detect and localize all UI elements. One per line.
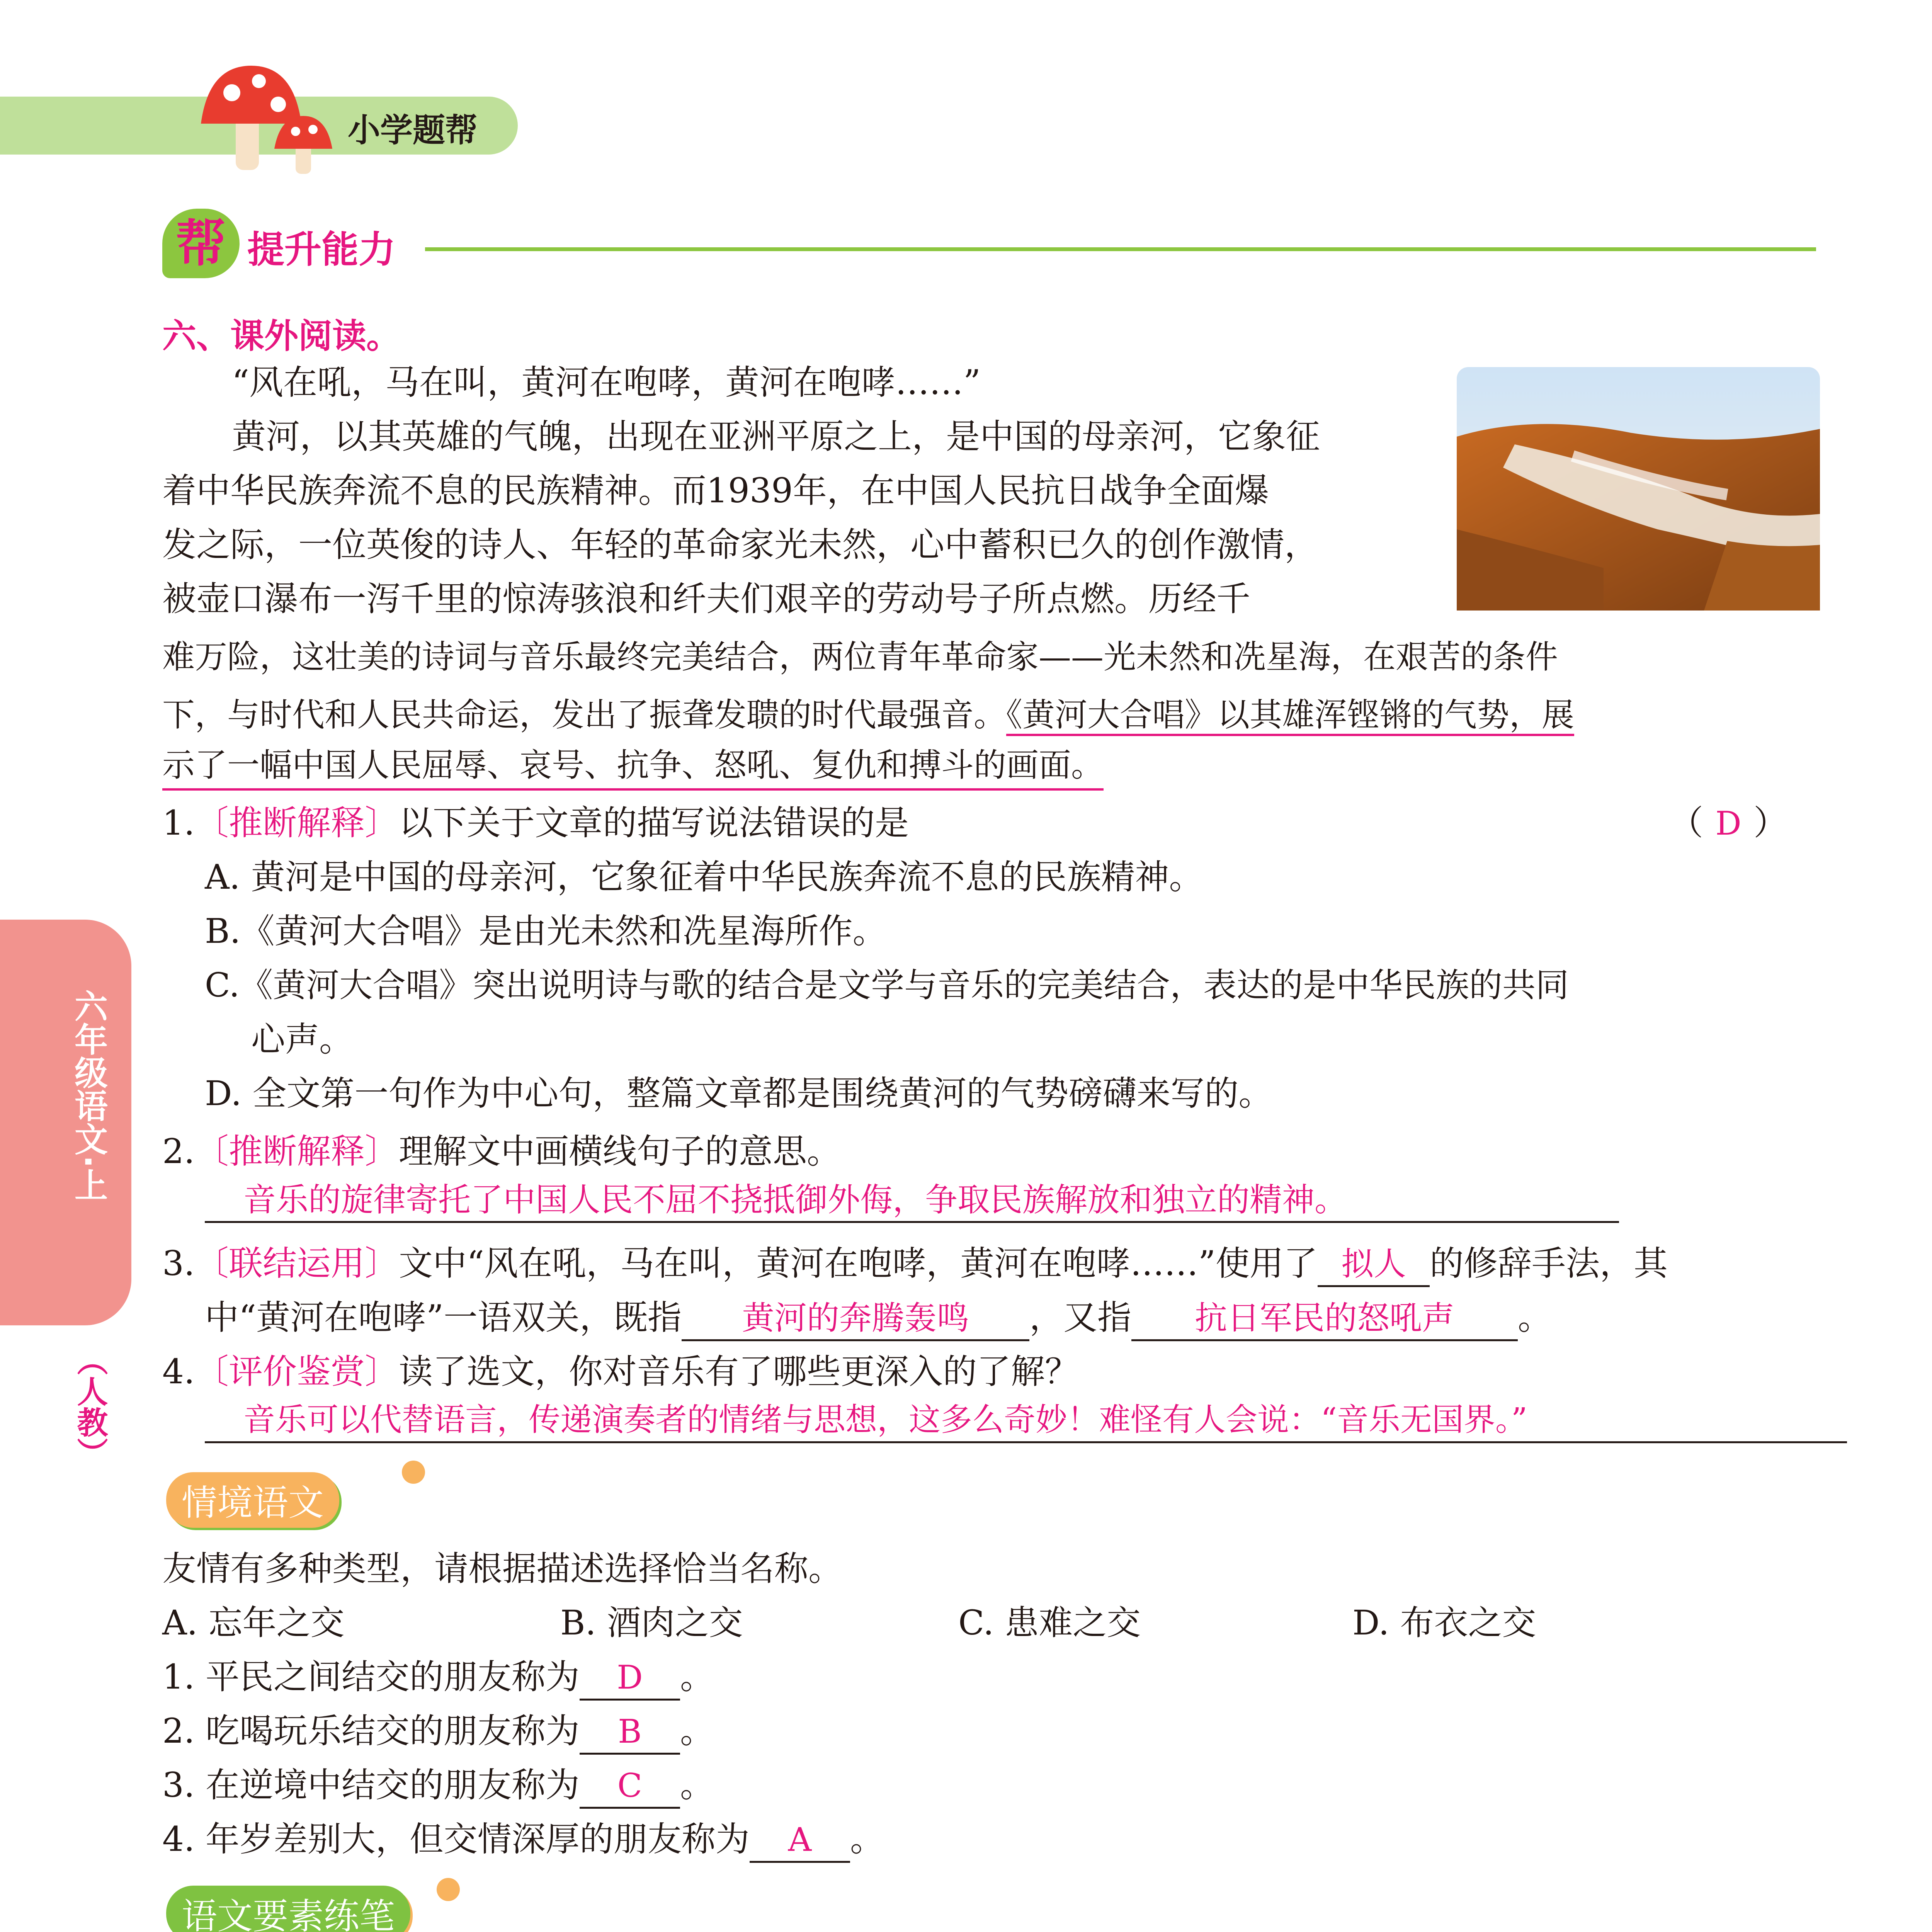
flower-icon xyxy=(402,1461,425,1484)
q4-text: 读了选文，你对音乐有了哪些更深入的了解？ xyxy=(398,1352,1079,1391)
q3-blank-1: 拟人 xyxy=(1318,1243,1430,1287)
context-option-d: D. 布衣之交 xyxy=(1352,1603,1536,1643)
context-option-b: B. 酒肉之交 xyxy=(560,1603,743,1643)
q3-tag: 〔联结运用〕 xyxy=(194,1243,399,1283)
context-label: 情境语文 xyxy=(166,1472,339,1528)
reading-heading: 六、课外阅读。 xyxy=(162,316,401,356)
question-3 xyxy=(162,1236,1668,1291)
question-3-line-2 xyxy=(205,1291,1552,1345)
context-item-4-answer: A xyxy=(750,1818,850,1863)
context-item-2 xyxy=(162,1704,714,1758)
context-item-1-answer: D xyxy=(580,1656,680,1701)
context-item-3-end: 。 xyxy=(680,1765,714,1805)
q1-option-c-cont: 心声。 xyxy=(251,1019,354,1059)
q3-blank-2: 黄河的奔腾轰鸣 xyxy=(682,1297,1029,1341)
underlined-sentence-a: 《黄河大合唱》以其雄浑铿锵的气势，展 xyxy=(1006,696,1574,736)
context-item-3-answer: C xyxy=(580,1764,680,1809)
flower-icon-2 xyxy=(437,1878,460,1901)
context-item-4 xyxy=(162,1812,884,1866)
q3-num: 3. xyxy=(162,1243,195,1283)
context-item-2-end: 。 xyxy=(680,1711,714,1751)
context-option-a: A. 忘年之交 xyxy=(162,1603,345,1643)
section-icon xyxy=(162,209,240,278)
brand-title: 小学题帮 xyxy=(348,111,478,149)
q3-text-e: 。 xyxy=(1518,1298,1552,1337)
context-item-3-text: 3. 在逆境中结交的朋友称为 xyxy=(162,1765,580,1805)
context-option-c: C. 患难之交 xyxy=(958,1603,1141,1643)
q3-text-c: 中“黄河在咆哮”一语双关，既指 xyxy=(205,1298,682,1337)
reading-line-6: 难万险，这壮美的诗词与音乐最终完美结合，两位青年革命家——光未然和冼星海，在艰苦的条件 xyxy=(162,638,1558,676)
q3-text-b: 的修辞手法，其 xyxy=(1429,1243,1668,1283)
q1-tag: 〔推断解释〕 xyxy=(194,803,399,843)
question-4 xyxy=(162,1345,1079,1399)
side-tab-edition: （人教） xyxy=(72,1345,108,1468)
underlined-sentence-b: 示了一幅中国人民屈辱、哀号、抗争、怒吼、复仇和搏斗的画面。 xyxy=(162,742,1104,791)
reading-line-7a: 下，与时代和人民共命运，发出了振聋发聩的时代最强音。 xyxy=(162,696,1007,734)
mushroom-icon xyxy=(193,58,340,182)
context-item-3 xyxy=(162,1758,714,1812)
section-title: 提升能力 xyxy=(247,228,396,271)
side-tab-grade: 六年级语文·上 xyxy=(69,989,107,1201)
q1-answer: D xyxy=(1715,804,1742,842)
section-divider xyxy=(425,247,1816,251)
q1-option-c: C.《黄河大合唱》突出说明诗与歌的结合是文学与音乐的完美结合，表达的是中华民族的共同 xyxy=(205,966,1569,1005)
q4-answer: 音乐可以代替语言，传递演奏者的情绪与思想，这多么奇妙！难怪有人会说：“音乐无国界。” xyxy=(205,1399,1847,1443)
q3-blank-3: 抗日军民的怒吼声 xyxy=(1131,1297,1518,1341)
context-item-4-end: 。 xyxy=(850,1819,884,1859)
q2-answer: 音乐的旋律寄托了中国人民不屈不挠抵御外侮，争取民族解放和独立的精神。 xyxy=(205,1179,1619,1223)
context-item-1 xyxy=(162,1650,714,1704)
q1-answer-paren xyxy=(1669,796,1787,850)
q1-option-a: A. 黄河是中国的母亲河，它象征着中华民族奔流不息的民族精神。 xyxy=(205,857,1203,897)
context-item-4-text: 4. 年岁差别大，但交情深厚的朋友称为 xyxy=(162,1819,750,1859)
q1-num: 1. xyxy=(162,803,195,843)
q2-text: 理解文中画横线句子的意思。 xyxy=(398,1131,841,1171)
waterfall-image xyxy=(1457,367,1820,611)
q2-num: 2. xyxy=(162,1131,195,1171)
q4-tag: 〔评价鉴赏〕 xyxy=(194,1352,399,1391)
q1-option-b: B.《黄河大合唱》是由光未然和冼星海所作。 xyxy=(205,911,887,951)
q2-tag: 〔推断解释〕 xyxy=(194,1131,399,1171)
reading-line-3: 着中华民族奔流不息的民族精神。而1939年，在中国人民抗日战争全面爆 xyxy=(162,471,1269,510)
question-2 xyxy=(162,1124,841,1179)
context-intro: 友情有多种类型，请根据描述选择恰当名称。 xyxy=(162,1549,843,1588)
q3-text-d: ，又指 xyxy=(1029,1298,1131,1337)
reading-line-1: “风在吼，马在叫，黄河在咆哮，黄河在咆哮……” xyxy=(232,362,981,402)
practice-label: 语文要素练笔 xyxy=(166,1886,410,1932)
section-icon-char: 帮 xyxy=(175,214,226,273)
reading-line-7 xyxy=(162,688,1574,742)
reading-line-5: 被壶口瀑布一泻千里的惊涛骇浪和纤夫们艰辛的劳动号子所点燃。历经千 xyxy=(162,579,1251,619)
q1-option-d: D. 全文第一句作为中心句，整篇文章都是围绕黄河的气势磅礴来写的。 xyxy=(205,1073,1273,1113)
q3-text-a: 文中“风在吼，马在叫，黄河在咆哮，黄河在咆哮……”使用了 xyxy=(398,1243,1318,1283)
q4-num: 4. xyxy=(162,1352,195,1391)
reading-line-2: 黄河，以其英雄的气魄，出现在亚洲平原之上，是中国的母亲河，它象征 xyxy=(232,417,1320,456)
q1-paren-close: ） xyxy=(1753,803,1788,843)
reading-line-4: 发之际，一位英俊的诗人、年轻的革命家光未然，心中蓄积已久的创作激情， xyxy=(162,525,1319,565)
context-item-2-answer: B xyxy=(580,1710,680,1755)
context-item-1-text: 1. 平民之间结交的朋友称为 xyxy=(162,1657,580,1697)
context-item-2-text: 2. 吃喝玩乐结交的朋友称为 xyxy=(162,1711,580,1751)
question-1 xyxy=(162,796,909,850)
q1-paren-open: （ xyxy=(1669,803,1704,843)
context-item-1-end: 。 xyxy=(680,1657,714,1697)
q1-text: 以下关于文章的描写说法错误的是 xyxy=(398,803,909,843)
